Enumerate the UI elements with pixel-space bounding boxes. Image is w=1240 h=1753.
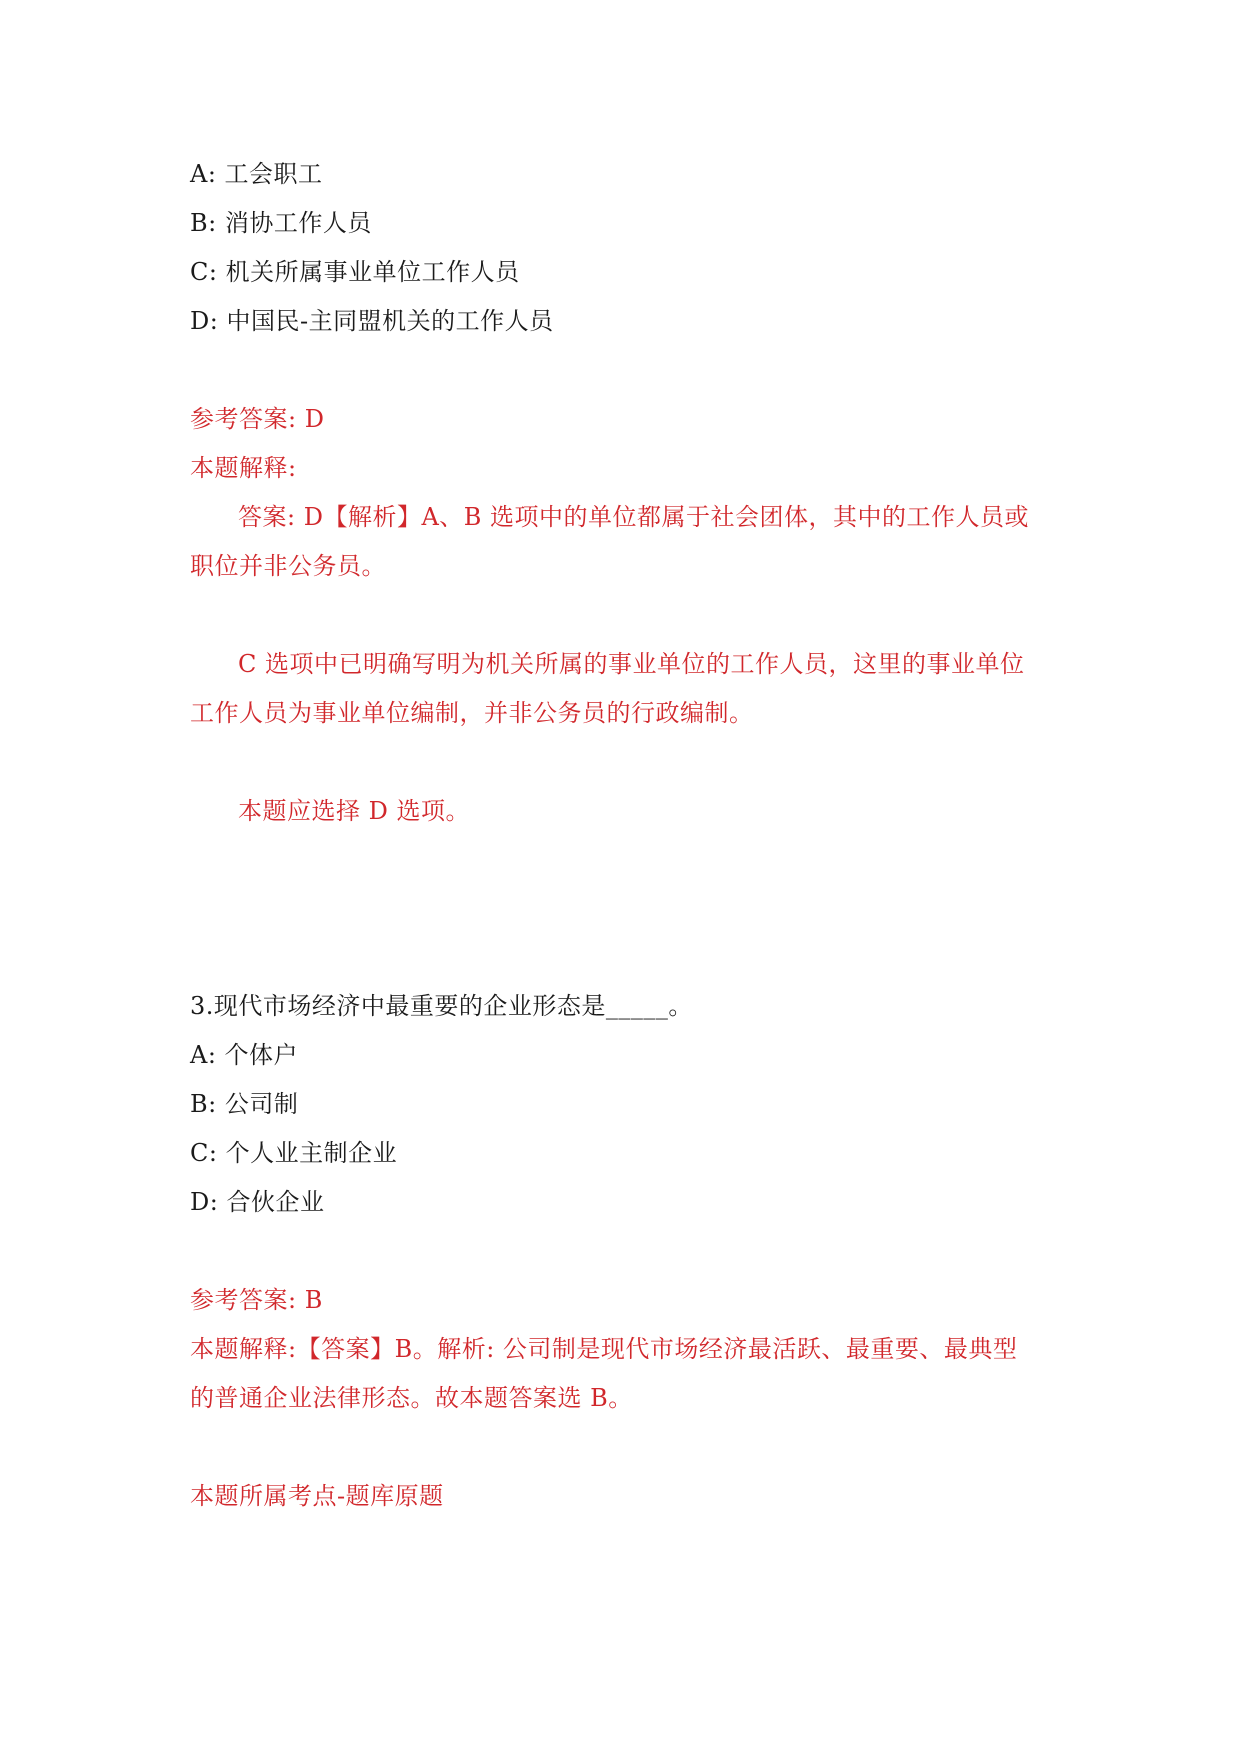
q2-explanation-line-5: 本题应选择 D 选项。 xyxy=(238,797,470,825)
q2-explanation-line-3: C 选项中已明确写明为机关所属的事业单位的工作人员，这里的事业单位 xyxy=(238,650,1025,678)
q2-option-d: D: 中国民-主同盟机关的工作人员 xyxy=(190,307,554,335)
q3-question: 3.现代市场经济中最重要的企业形态是_____。 xyxy=(190,992,693,1020)
q3-option-c: C: 个人业主制企业 xyxy=(190,1139,398,1167)
q3-explanation-line-2: 的普通企业法律形态。故本题答案选 B。 xyxy=(190,1384,633,1412)
q2-option-a: A: 工会职工 xyxy=(190,160,323,188)
q3-option-b: B: 公司制 xyxy=(190,1090,299,1118)
q3-answer: 参考答案: B xyxy=(190,1286,323,1314)
q2-explanation-label: 本题解释: xyxy=(190,454,297,482)
q3-explanation-line-1: 本题解释:【答案】B。解析: 公司制是现代市场经济最活跃、最重要、最典型 xyxy=(190,1335,1018,1363)
q2-option-b: B: 消协工作人员 xyxy=(190,209,372,237)
q2-explanation-line-1: 答案: D【解析】A、B 选项中的单位都属于社会团体，其中的工作人员或 xyxy=(238,503,1030,531)
q3-option-a: A: 个体户 xyxy=(190,1041,299,1069)
q3-topic: 本题所属考点-题库原题 xyxy=(190,1482,444,1510)
q2-explanation-line-2: 职位并非公务员。 xyxy=(190,552,386,580)
q3-option-d: D: 合伙企业 xyxy=(190,1188,325,1216)
q2-answer: 参考答案: D xyxy=(190,405,325,433)
q2-explanation-line-4: 工作人员为事业单位编制，并非公务员的行政编制。 xyxy=(190,699,754,727)
q2-option-c: C: 机关所属事业单位工作人员 xyxy=(190,258,520,286)
